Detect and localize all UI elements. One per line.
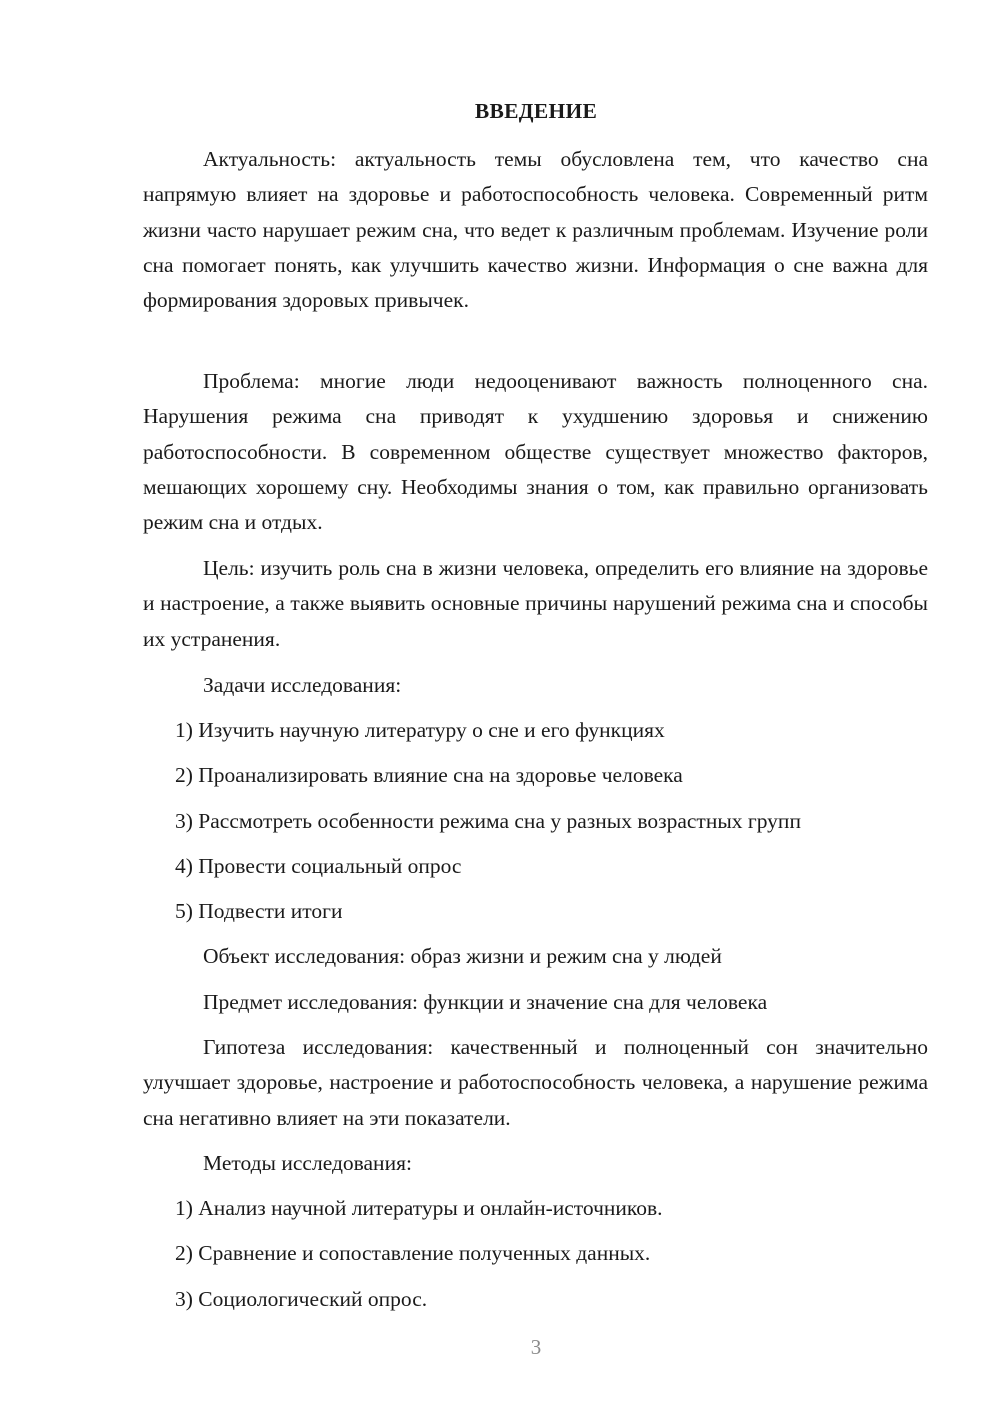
tasks-heading: Задачи исследования: bbox=[203, 673, 402, 697]
research-subject: Предмет исследования: функции и значение сна для человека bbox=[203, 990, 768, 1014]
page-number: 3 bbox=[530, 1335, 542, 1359]
task-item: 3) Рассмотреть особенности режима сна у разных возрастных групп bbox=[175, 809, 801, 833]
hypothesis-paragraph: Гипотеза исследования: качественный и полноценный сон значительно улучшает здоровье, настроение и работоспособность человека, а нарушение режима сна негативно влияет на эти показатели. bbox=[143, 1035, 928, 1130]
goal-paragraph: Цель: изучить роль сна в жизни человека, определить его влияние на здоровье и настроение, а также выявить основные причины нарушений режима сна и способы их устранения. bbox=[143, 556, 928, 651]
research-object: Объект исследования: образ жизни и режим сна у людей bbox=[203, 944, 722, 968]
method-item: 3) Социологический опрос. bbox=[175, 1287, 428, 1311]
relevance-paragraph: Актуальность: актуальность темы обусловлена тем, что качество сна напрямую влияет на здоровье и работоспособность человека. Современный ритм жизни часто нарушает режим сна, что ведет к различным проблемам. Изучение роли сна помогает понять, как улучшить качество жизни. Информация о сне важна для формирования здоровых привычек. bbox=[143, 147, 928, 313]
task-item: 5) Подвести итоги bbox=[175, 899, 343, 923]
method-item: 2) Сравнение и сопоставление полученных данных. bbox=[175, 1241, 651, 1265]
methods-heading: Методы исследования: bbox=[203, 1151, 412, 1175]
task-item: 1) Изучить научную литературу о сне и его функциях bbox=[175, 718, 665, 742]
method-item: 1) Анализ научной литературы и онлайн-источников. bbox=[175, 1196, 663, 1220]
problem-paragraph: Проблема: многие люди недооценивают важность полноценного сна. Нарушения режима сна приводят к ухудшению здоровья и снижению работоспособности. В современном обществе существует множество факторов, мешающих хорошему сну. Необходимы знания о том, как правильно организовать режим сна и отдых. bbox=[143, 369, 928, 535]
task-item: 4) Провести социальный опрос bbox=[175, 854, 462, 878]
page-title: ВВЕДЕНИЕ bbox=[474, 99, 598, 123]
task-item: 2) Проанализировать влияние сна на здоровье человека bbox=[175, 763, 683, 787]
